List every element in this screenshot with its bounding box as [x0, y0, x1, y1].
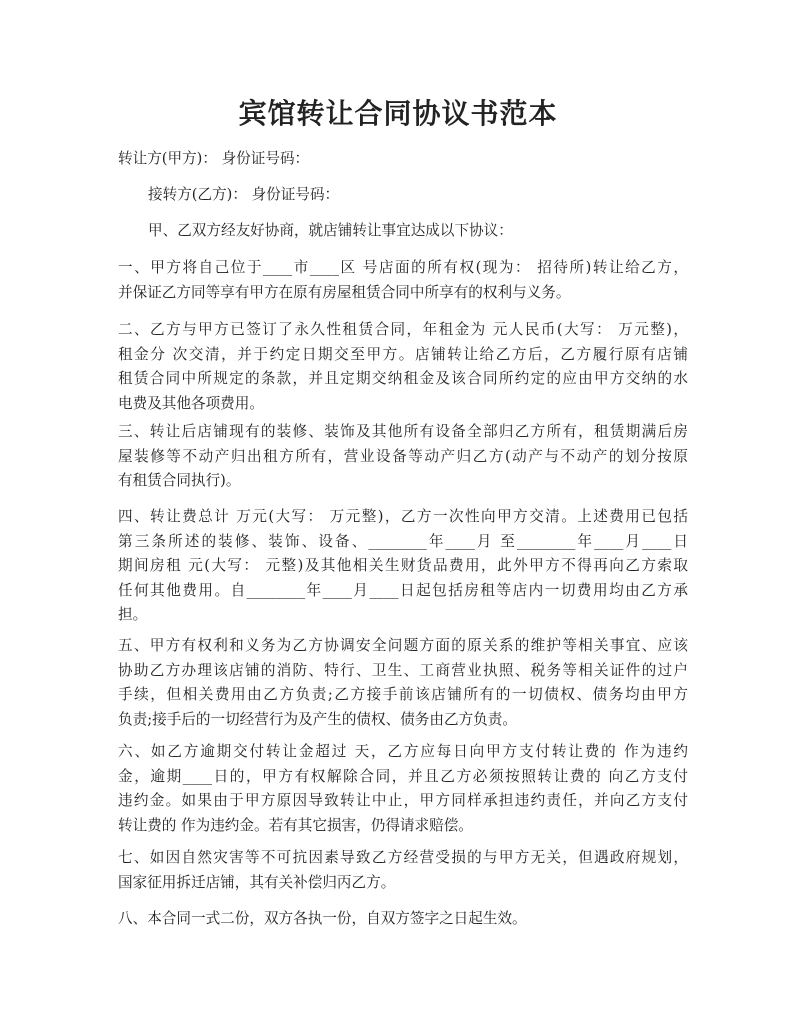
clause-6 — [118, 740, 688, 838]
clause-line: 屋装修等不动产归出租方所有，营业设备等动产归乙方(动产与不动产的划分按原 — [118, 447, 688, 465]
clause-line: 期间房租 元(大写： 元整)及其他相关生财货品费用，此外甲方不得再向乙方索取 — [118, 557, 688, 574]
clause-4 — [118, 505, 688, 628]
clause-line: 电费及其他各项费用。 — [118, 394, 264, 412]
clause-line: 三、转让后店铺现有的装修、装饰及其他所有设备全部归乙方所有，租赁期满后房 — [118, 423, 688, 440]
clause-7 — [118, 846, 688, 895]
document-title: 宾馆转让合同协议书范本 — [238, 97, 558, 130]
clause-line: 有租赁合同执行)。 — [118, 472, 241, 489]
clause-3 — [118, 420, 688, 494]
clause-line: 转让费的 作为违约金。若有其它损害，仍得请求赔偿。 — [118, 816, 473, 834]
clause-1 — [118, 256, 688, 305]
clause-line: 并保证乙方同等享有甲方在原有房屋租赁合同中所享有的权利与义务。 — [118, 283, 571, 301]
clause-line: 租赁合同中所规定的条款，并且定期交纳租金及该合同所约定的应由甲方交纳的水 — [118, 370, 688, 387]
clause-line: 负责;接手后的一切经营行为及产生的债权、债务由乙方负责。 — [118, 710, 517, 728]
transferor-line: 转让方(甲方)： 身份证号码： — [118, 150, 310, 167]
clause-line: 五、甲方有权利和义务为乙方协调安全问题方面的原关系的维护等相关事宜、应该 — [118, 637, 688, 654]
intro-line: 甲、乙双方经友好协商，就店铺转让事宜达成以下协议： — [148, 222, 513, 239]
clause-line: 任何其他费用。自________年____月____日起包括房租等店内一切费用均由乙方承 — [118, 581, 688, 599]
clause-line: 二、乙方与甲方已签订了永久性租赁合同，年租金为 元人民币(大写： 万元整)， — [118, 321, 688, 338]
clause-line: 国家征用拆迁店铺，其有关补偿归丙乙方。 — [118, 873, 396, 891]
transferee-line: 接转方(乙方)： 身份证号码： — [148, 186, 340, 203]
clause-line: 手续，但相关费用由乙方负责;乙方接手前该店铺所有的一切债权、债务均由甲方 — [118, 686, 688, 703]
clause-8 — [118, 907, 688, 932]
clause-line: 四、转让费总计 万元(大写： 万元整)，乙方一次性向甲方交清。上述费用已包括 — [118, 508, 688, 525]
clause-line: 担。 — [118, 606, 148, 623]
clause-2 — [118, 318, 688, 416]
clause-line: 违约金。如果由于甲方原因导致转让中止，甲方同样承担违约责任，并向乙方支付 — [118, 792, 688, 809]
clause-line: 租金分 次交清，并于约定日期交至甲方。店铺转让给乙方后，乙方履行原有店铺 — [118, 345, 688, 363]
clause-line: 协助乙方办理该店铺的消防、特行、卫生、工商营业执照、税务等相关证件的过户 — [118, 661, 688, 679]
clause-5 — [118, 634, 688, 732]
clause-line: 八、本合同一式二份，双方各执一份，自双方签字之日起生效。 — [118, 910, 527, 927]
clause-line: 六、如乙方逾期交付转让金超过 天，乙方应每日向甲方支付转让费的 作为违约 — [118, 743, 688, 760]
clause-line: 一、甲方将自己位于____市____区 号店面的所有权(现为： 招待所)转让给乙方， — [118, 259, 688, 276]
clause-line: 七、如因自然灾害等不可抗因素导致乙方经营受损的与甲方无关，但遇政府规划， — [118, 849, 688, 866]
clause-line: 金，逾期____日的，甲方有权解除合同，并且乙方必须按照转让费的 向乙方支付 — [118, 767, 688, 785]
clause-line: 第三条所述的装修、装饰、设备、________年____月 至________年____月____日 — [118, 532, 688, 550]
